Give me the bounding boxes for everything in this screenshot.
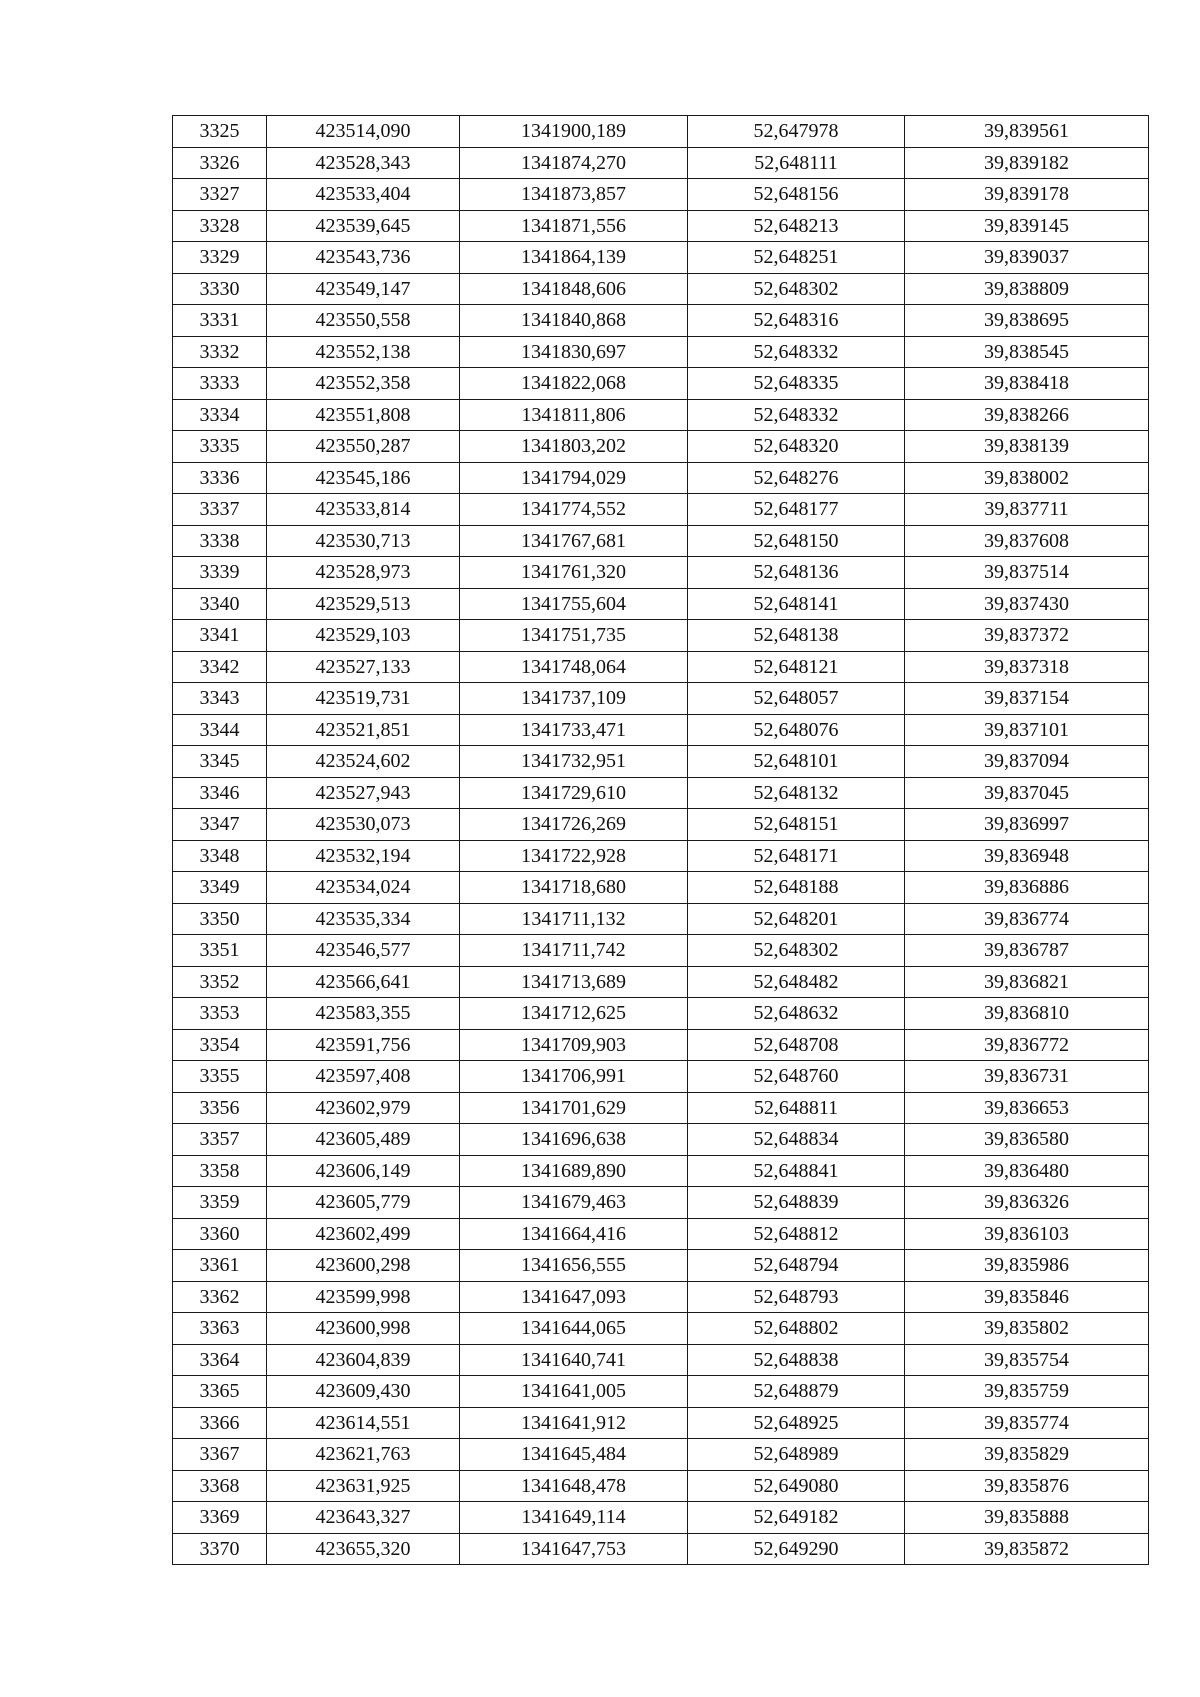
latitude-cell: 52,648076 — [688, 714, 905, 746]
point-number-cell: 3351 — [173, 935, 267, 967]
longitude-cell: 39,837045 — [905, 777, 1149, 809]
longitude-cell: 39,838418 — [905, 368, 1149, 400]
y-coordinate-cell: 1341718,680 — [460, 872, 688, 904]
x-coordinate-cell: 423546,577 — [267, 935, 460, 967]
x-coordinate-cell: 423529,513 — [267, 588, 460, 620]
longitude-cell: 39,837372 — [905, 620, 1149, 652]
latitude-cell: 52,648802 — [688, 1313, 905, 1345]
table-row — [173, 399, 1149, 431]
y-coordinate-cell: 1341656,555 — [460, 1250, 688, 1282]
latitude-cell: 52,648213 — [688, 210, 905, 242]
y-coordinate-cell: 1341711,132 — [460, 903, 688, 935]
table-row — [173, 273, 1149, 305]
latitude-cell: 52,648320 — [688, 431, 905, 463]
coordinates-table-body — [173, 116, 1149, 1565]
longitude-cell: 39,838545 — [905, 336, 1149, 368]
x-coordinate-cell: 423528,973 — [267, 557, 460, 589]
latitude-cell: 52,648302 — [688, 935, 905, 967]
point-number-cell: 3355 — [173, 1061, 267, 1093]
longitude-cell: 39,836810 — [905, 998, 1149, 1030]
table-row — [173, 746, 1149, 778]
latitude-cell: 52,648177 — [688, 494, 905, 526]
latitude-cell: 52,647978 — [688, 116, 905, 148]
x-coordinate-cell: 423543,736 — [267, 242, 460, 274]
point-number-cell: 3326 — [173, 147, 267, 179]
table-row — [173, 1376, 1149, 1408]
longitude-cell: 39,836326 — [905, 1187, 1149, 1219]
point-number-cell: 3357 — [173, 1124, 267, 1156]
y-coordinate-cell: 1341706,991 — [460, 1061, 688, 1093]
latitude-cell: 52,648332 — [688, 336, 905, 368]
point-number-cell: 3344 — [173, 714, 267, 746]
longitude-cell: 39,836774 — [905, 903, 1149, 935]
table-row — [173, 840, 1149, 872]
point-number-cell: 3362 — [173, 1281, 267, 1313]
x-coordinate-cell: 423532,194 — [267, 840, 460, 872]
point-number-cell: 3350 — [173, 903, 267, 935]
point-number-cell: 3333 — [173, 368, 267, 400]
latitude-cell: 52,648879 — [688, 1376, 905, 1408]
latitude-cell: 52,648151 — [688, 809, 905, 841]
x-coordinate-cell: 423614,551 — [267, 1407, 460, 1439]
longitude-cell: 39,838809 — [905, 273, 1149, 305]
latitude-cell: 52,648101 — [688, 746, 905, 778]
y-coordinate-cell: 1341871,556 — [460, 210, 688, 242]
longitude-cell: 39,837094 — [905, 746, 1149, 778]
latitude-cell: 52,648841 — [688, 1155, 905, 1187]
table-row — [173, 1061, 1149, 1093]
latitude-cell: 52,648171 — [688, 840, 905, 872]
latitude-cell: 52,649290 — [688, 1533, 905, 1565]
point-number-cell: 3364 — [173, 1344, 267, 1376]
point-number-cell: 3353 — [173, 998, 267, 1030]
x-coordinate-cell: 423631,925 — [267, 1470, 460, 1502]
table-row — [173, 620, 1149, 652]
point-number-cell: 3329 — [173, 242, 267, 274]
latitude-cell: 52,648794 — [688, 1250, 905, 1282]
point-number-cell: 3325 — [173, 116, 267, 148]
point-number-cell: 3348 — [173, 840, 267, 872]
y-coordinate-cell: 1341732,951 — [460, 746, 688, 778]
latitude-cell: 52,648251 — [688, 242, 905, 274]
longitude-cell: 39,835754 — [905, 1344, 1149, 1376]
y-coordinate-cell: 1341640,741 — [460, 1344, 688, 1376]
x-coordinate-cell: 423602,979 — [267, 1092, 460, 1124]
point-number-cell: 3335 — [173, 431, 267, 463]
y-coordinate-cell: 1341649,114 — [460, 1502, 688, 1534]
point-number-cell: 3358 — [173, 1155, 267, 1187]
longitude-cell: 39,838695 — [905, 305, 1149, 337]
longitude-cell: 39,839037 — [905, 242, 1149, 274]
latitude-cell: 52,648188 — [688, 872, 905, 904]
longitude-cell: 39,837154 — [905, 683, 1149, 715]
longitude-cell: 39,837430 — [905, 588, 1149, 620]
x-coordinate-cell: 423535,334 — [267, 903, 460, 935]
point-number-cell: 3349 — [173, 872, 267, 904]
y-coordinate-cell: 1341648,478 — [460, 1470, 688, 1502]
point-number-cell: 3360 — [173, 1218, 267, 1250]
latitude-cell: 52,648793 — [688, 1281, 905, 1313]
point-number-cell: 3343 — [173, 683, 267, 715]
longitude-cell: 39,836821 — [905, 966, 1149, 998]
x-coordinate-cell: 423600,298 — [267, 1250, 460, 1282]
x-coordinate-cell: 423528,343 — [267, 147, 460, 179]
longitude-cell: 39,838002 — [905, 462, 1149, 494]
table-row — [173, 588, 1149, 620]
x-coordinate-cell: 423530,073 — [267, 809, 460, 841]
x-coordinate-cell: 423519,731 — [267, 683, 460, 715]
point-number-cell: 3367 — [173, 1439, 267, 1471]
point-number-cell: 3332 — [173, 336, 267, 368]
point-number-cell: 3328 — [173, 210, 267, 242]
table-row — [173, 494, 1149, 526]
longitude-cell: 39,836997 — [905, 809, 1149, 841]
x-coordinate-cell: 423599,998 — [267, 1281, 460, 1313]
x-coordinate-cell: 423602,499 — [267, 1218, 460, 1250]
y-coordinate-cell: 1341689,890 — [460, 1155, 688, 1187]
point-number-cell: 3330 — [173, 273, 267, 305]
x-coordinate-cell: 423550,287 — [267, 431, 460, 463]
point-number-cell: 3368 — [173, 1470, 267, 1502]
y-coordinate-cell: 1341830,697 — [460, 336, 688, 368]
latitude-cell: 52,648482 — [688, 966, 905, 998]
longitude-cell: 39,838266 — [905, 399, 1149, 431]
y-coordinate-cell: 1341712,625 — [460, 998, 688, 1030]
latitude-cell: 52,648834 — [688, 1124, 905, 1156]
x-coordinate-cell: 423549,147 — [267, 273, 460, 305]
y-coordinate-cell: 1341767,681 — [460, 525, 688, 557]
table-row — [173, 1344, 1149, 1376]
latitude-cell: 52,648760 — [688, 1061, 905, 1093]
y-coordinate-cell: 1341774,552 — [460, 494, 688, 526]
y-coordinate-cell: 1341696,638 — [460, 1124, 688, 1156]
longitude-cell: 39,839182 — [905, 147, 1149, 179]
longitude-cell: 39,837514 — [905, 557, 1149, 589]
table-row — [173, 557, 1149, 589]
longitude-cell: 39,835986 — [905, 1250, 1149, 1282]
y-coordinate-cell: 1341761,320 — [460, 557, 688, 589]
x-coordinate-cell: 423530,713 — [267, 525, 460, 557]
longitude-cell: 39,836580 — [905, 1124, 1149, 1156]
point-number-cell: 3366 — [173, 1407, 267, 1439]
y-coordinate-cell: 1341840,868 — [460, 305, 688, 337]
table-row — [173, 683, 1149, 715]
longitude-cell: 39,835872 — [905, 1533, 1149, 1565]
y-coordinate-cell: 1341647,753 — [460, 1533, 688, 1565]
longitude-cell: 39,837711 — [905, 494, 1149, 526]
x-coordinate-cell: 423527,943 — [267, 777, 460, 809]
latitude-cell: 52,648057 — [688, 683, 905, 715]
y-coordinate-cell: 1341722,928 — [460, 840, 688, 872]
y-coordinate-cell: 1341751,735 — [460, 620, 688, 652]
y-coordinate-cell: 1341737,109 — [460, 683, 688, 715]
longitude-cell: 39,835774 — [905, 1407, 1149, 1439]
table-row — [173, 1155, 1149, 1187]
table-row — [173, 935, 1149, 967]
longitude-cell: 39,835888 — [905, 1502, 1149, 1534]
longitude-cell: 39,836653 — [905, 1092, 1149, 1124]
table-row — [173, 1250, 1149, 1282]
y-coordinate-cell: 1341644,065 — [460, 1313, 688, 1345]
table-row — [173, 1218, 1149, 1250]
x-coordinate-cell: 423606,149 — [267, 1155, 460, 1187]
point-number-cell: 3331 — [173, 305, 267, 337]
table-row — [173, 179, 1149, 211]
table-row — [173, 431, 1149, 463]
table-row — [173, 809, 1149, 841]
longitude-cell: 39,839178 — [905, 179, 1149, 211]
longitude-cell: 39,837101 — [905, 714, 1149, 746]
longitude-cell: 39,837318 — [905, 651, 1149, 683]
table-row — [173, 1502, 1149, 1534]
y-coordinate-cell: 1341641,005 — [460, 1376, 688, 1408]
point-number-cell: 3356 — [173, 1092, 267, 1124]
latitude-cell: 52,648335 — [688, 368, 905, 400]
latitude-cell: 52,648925 — [688, 1407, 905, 1439]
x-coordinate-cell: 423600,998 — [267, 1313, 460, 1345]
x-coordinate-cell: 423545,186 — [267, 462, 460, 494]
longitude-cell: 39,835759 — [905, 1376, 1149, 1408]
table-row — [173, 462, 1149, 494]
latitude-cell: 52,648141 — [688, 588, 905, 620]
point-number-cell: 3340 — [173, 588, 267, 620]
latitude-cell: 52,648708 — [688, 1029, 905, 1061]
y-coordinate-cell: 1341729,610 — [460, 777, 688, 809]
x-coordinate-cell: 423605,779 — [267, 1187, 460, 1219]
point-number-cell: 3354 — [173, 1029, 267, 1061]
table-row — [173, 872, 1149, 904]
x-coordinate-cell: 423566,641 — [267, 966, 460, 998]
y-coordinate-cell: 1341803,202 — [460, 431, 688, 463]
longitude-cell: 39,836731 — [905, 1061, 1149, 1093]
x-coordinate-cell: 423521,851 — [267, 714, 460, 746]
point-number-cell: 3334 — [173, 399, 267, 431]
point-number-cell: 3341 — [173, 620, 267, 652]
point-number-cell: 3337 — [173, 494, 267, 526]
point-number-cell: 3336 — [173, 462, 267, 494]
longitude-cell: 39,837608 — [905, 525, 1149, 557]
table-row — [173, 1439, 1149, 1471]
x-coordinate-cell: 423529,103 — [267, 620, 460, 652]
x-coordinate-cell: 423609,430 — [267, 1376, 460, 1408]
x-coordinate-cell: 423539,645 — [267, 210, 460, 242]
point-number-cell: 3361 — [173, 1250, 267, 1282]
x-coordinate-cell: 423655,320 — [267, 1533, 460, 1565]
latitude-cell: 52,648316 — [688, 305, 905, 337]
table-row — [173, 651, 1149, 683]
latitude-cell: 52,648201 — [688, 903, 905, 935]
table-row — [173, 210, 1149, 242]
latitude-cell: 52,648132 — [688, 777, 905, 809]
table-row — [173, 305, 1149, 337]
y-coordinate-cell: 1341645,484 — [460, 1439, 688, 1471]
point-number-cell: 3346 — [173, 777, 267, 809]
y-coordinate-cell: 1341900,189 — [460, 116, 688, 148]
table-row — [173, 1533, 1149, 1565]
table-row — [173, 368, 1149, 400]
point-number-cell: 3363 — [173, 1313, 267, 1345]
table-row — [173, 1407, 1149, 1439]
x-coordinate-cell: 423552,138 — [267, 336, 460, 368]
point-number-cell: 3338 — [173, 525, 267, 557]
table-row — [173, 1092, 1149, 1124]
table-row — [173, 1470, 1149, 1502]
y-coordinate-cell: 1341873,857 — [460, 179, 688, 211]
point-number-cell: 3352 — [173, 966, 267, 998]
table-row — [173, 1281, 1149, 1313]
longitude-cell: 39,836948 — [905, 840, 1149, 872]
table-row — [173, 1029, 1149, 1061]
x-coordinate-cell: 423621,763 — [267, 1439, 460, 1471]
y-coordinate-cell: 1341726,269 — [460, 809, 688, 841]
latitude-cell: 52,648150 — [688, 525, 905, 557]
longitude-cell: 39,838139 — [905, 431, 1149, 463]
x-coordinate-cell: 423534,024 — [267, 872, 460, 904]
x-coordinate-cell: 423533,814 — [267, 494, 460, 526]
longitude-cell: 39,835876 — [905, 1470, 1149, 1502]
longitude-cell: 39,836787 — [905, 935, 1149, 967]
latitude-cell: 52,648989 — [688, 1439, 905, 1471]
latitude-cell: 52,648811 — [688, 1092, 905, 1124]
latitude-cell: 52,648121 — [688, 651, 905, 683]
table-row — [173, 242, 1149, 274]
x-coordinate-cell: 423533,404 — [267, 179, 460, 211]
y-coordinate-cell: 1341822,068 — [460, 368, 688, 400]
longitude-cell: 39,839561 — [905, 116, 1149, 148]
longitude-cell: 39,835829 — [905, 1439, 1149, 1471]
y-coordinate-cell: 1341748,064 — [460, 651, 688, 683]
point-number-cell: 3342 — [173, 651, 267, 683]
point-number-cell: 3347 — [173, 809, 267, 841]
point-number-cell: 3345 — [173, 746, 267, 778]
x-coordinate-cell: 423552,358 — [267, 368, 460, 400]
table-row — [173, 1313, 1149, 1345]
longitude-cell: 39,836772 — [905, 1029, 1149, 1061]
longitude-cell: 39,836480 — [905, 1155, 1149, 1187]
point-number-cell: 3359 — [173, 1187, 267, 1219]
latitude-cell: 52,648111 — [688, 147, 905, 179]
table-row — [173, 147, 1149, 179]
y-coordinate-cell: 1341733,471 — [460, 714, 688, 746]
x-coordinate-cell: 423604,839 — [267, 1344, 460, 1376]
y-coordinate-cell: 1341664,416 — [460, 1218, 688, 1250]
longitude-cell: 39,836103 — [905, 1218, 1149, 1250]
x-coordinate-cell: 423527,133 — [267, 651, 460, 683]
latitude-cell: 52,648138 — [688, 620, 905, 652]
y-coordinate-cell: 1341811,806 — [460, 399, 688, 431]
x-coordinate-cell: 423583,355 — [267, 998, 460, 1030]
x-coordinate-cell: 423551,808 — [267, 399, 460, 431]
longitude-cell: 39,835846 — [905, 1281, 1149, 1313]
point-number-cell: 3339 — [173, 557, 267, 589]
y-coordinate-cell: 1341641,912 — [460, 1407, 688, 1439]
y-coordinate-cell: 1341701,629 — [460, 1092, 688, 1124]
table-row — [173, 966, 1149, 998]
y-coordinate-cell: 1341647,093 — [460, 1281, 688, 1313]
y-coordinate-cell: 1341848,606 — [460, 273, 688, 305]
table-row — [173, 525, 1149, 557]
x-coordinate-cell: 423550,558 — [267, 305, 460, 337]
y-coordinate-cell: 1341709,903 — [460, 1029, 688, 1061]
table-row — [173, 998, 1149, 1030]
latitude-cell: 52,648302 — [688, 273, 905, 305]
x-coordinate-cell: 423524,602 — [267, 746, 460, 778]
longitude-cell: 39,836886 — [905, 872, 1149, 904]
y-coordinate-cell: 1341679,463 — [460, 1187, 688, 1219]
latitude-cell: 52,648276 — [688, 462, 905, 494]
y-coordinate-cell: 1341794,029 — [460, 462, 688, 494]
x-coordinate-cell: 423643,327 — [267, 1502, 460, 1534]
latitude-cell: 52,649182 — [688, 1502, 905, 1534]
table-row — [173, 903, 1149, 935]
table-row — [173, 1187, 1149, 1219]
latitude-cell: 52,648838 — [688, 1344, 905, 1376]
latitude-cell: 52,648812 — [688, 1218, 905, 1250]
latitude-cell: 52,648632 — [688, 998, 905, 1030]
y-coordinate-cell: 1341711,742 — [460, 935, 688, 967]
table-row — [173, 714, 1149, 746]
latitude-cell: 52,649080 — [688, 1470, 905, 1502]
x-coordinate-cell: 423591,756 — [267, 1029, 460, 1061]
point-number-cell: 3327 — [173, 179, 267, 211]
y-coordinate-cell: 1341864,139 — [460, 242, 688, 274]
longitude-cell: 39,835802 — [905, 1313, 1149, 1345]
coordinates-table — [172, 115, 1149, 1565]
x-coordinate-cell: 423514,090 — [267, 116, 460, 148]
table-row — [173, 116, 1149, 148]
point-number-cell: 3370 — [173, 1533, 267, 1565]
latitude-cell: 52,648136 — [688, 557, 905, 589]
longitude-cell: 39,839145 — [905, 210, 1149, 242]
latitude-cell: 52,648332 — [688, 399, 905, 431]
x-coordinate-cell: 423605,489 — [267, 1124, 460, 1156]
point-number-cell: 3365 — [173, 1376, 267, 1408]
latitude-cell: 52,648839 — [688, 1187, 905, 1219]
latitude-cell: 52,648156 — [688, 179, 905, 211]
table-row — [173, 777, 1149, 809]
y-coordinate-cell: 1341713,689 — [460, 966, 688, 998]
table-row — [173, 336, 1149, 368]
point-number-cell: 3369 — [173, 1502, 267, 1534]
y-coordinate-cell: 1341755,604 — [460, 588, 688, 620]
y-coordinate-cell: 1341874,270 — [460, 147, 688, 179]
table-row — [173, 1124, 1149, 1156]
x-coordinate-cell: 423597,408 — [267, 1061, 460, 1093]
